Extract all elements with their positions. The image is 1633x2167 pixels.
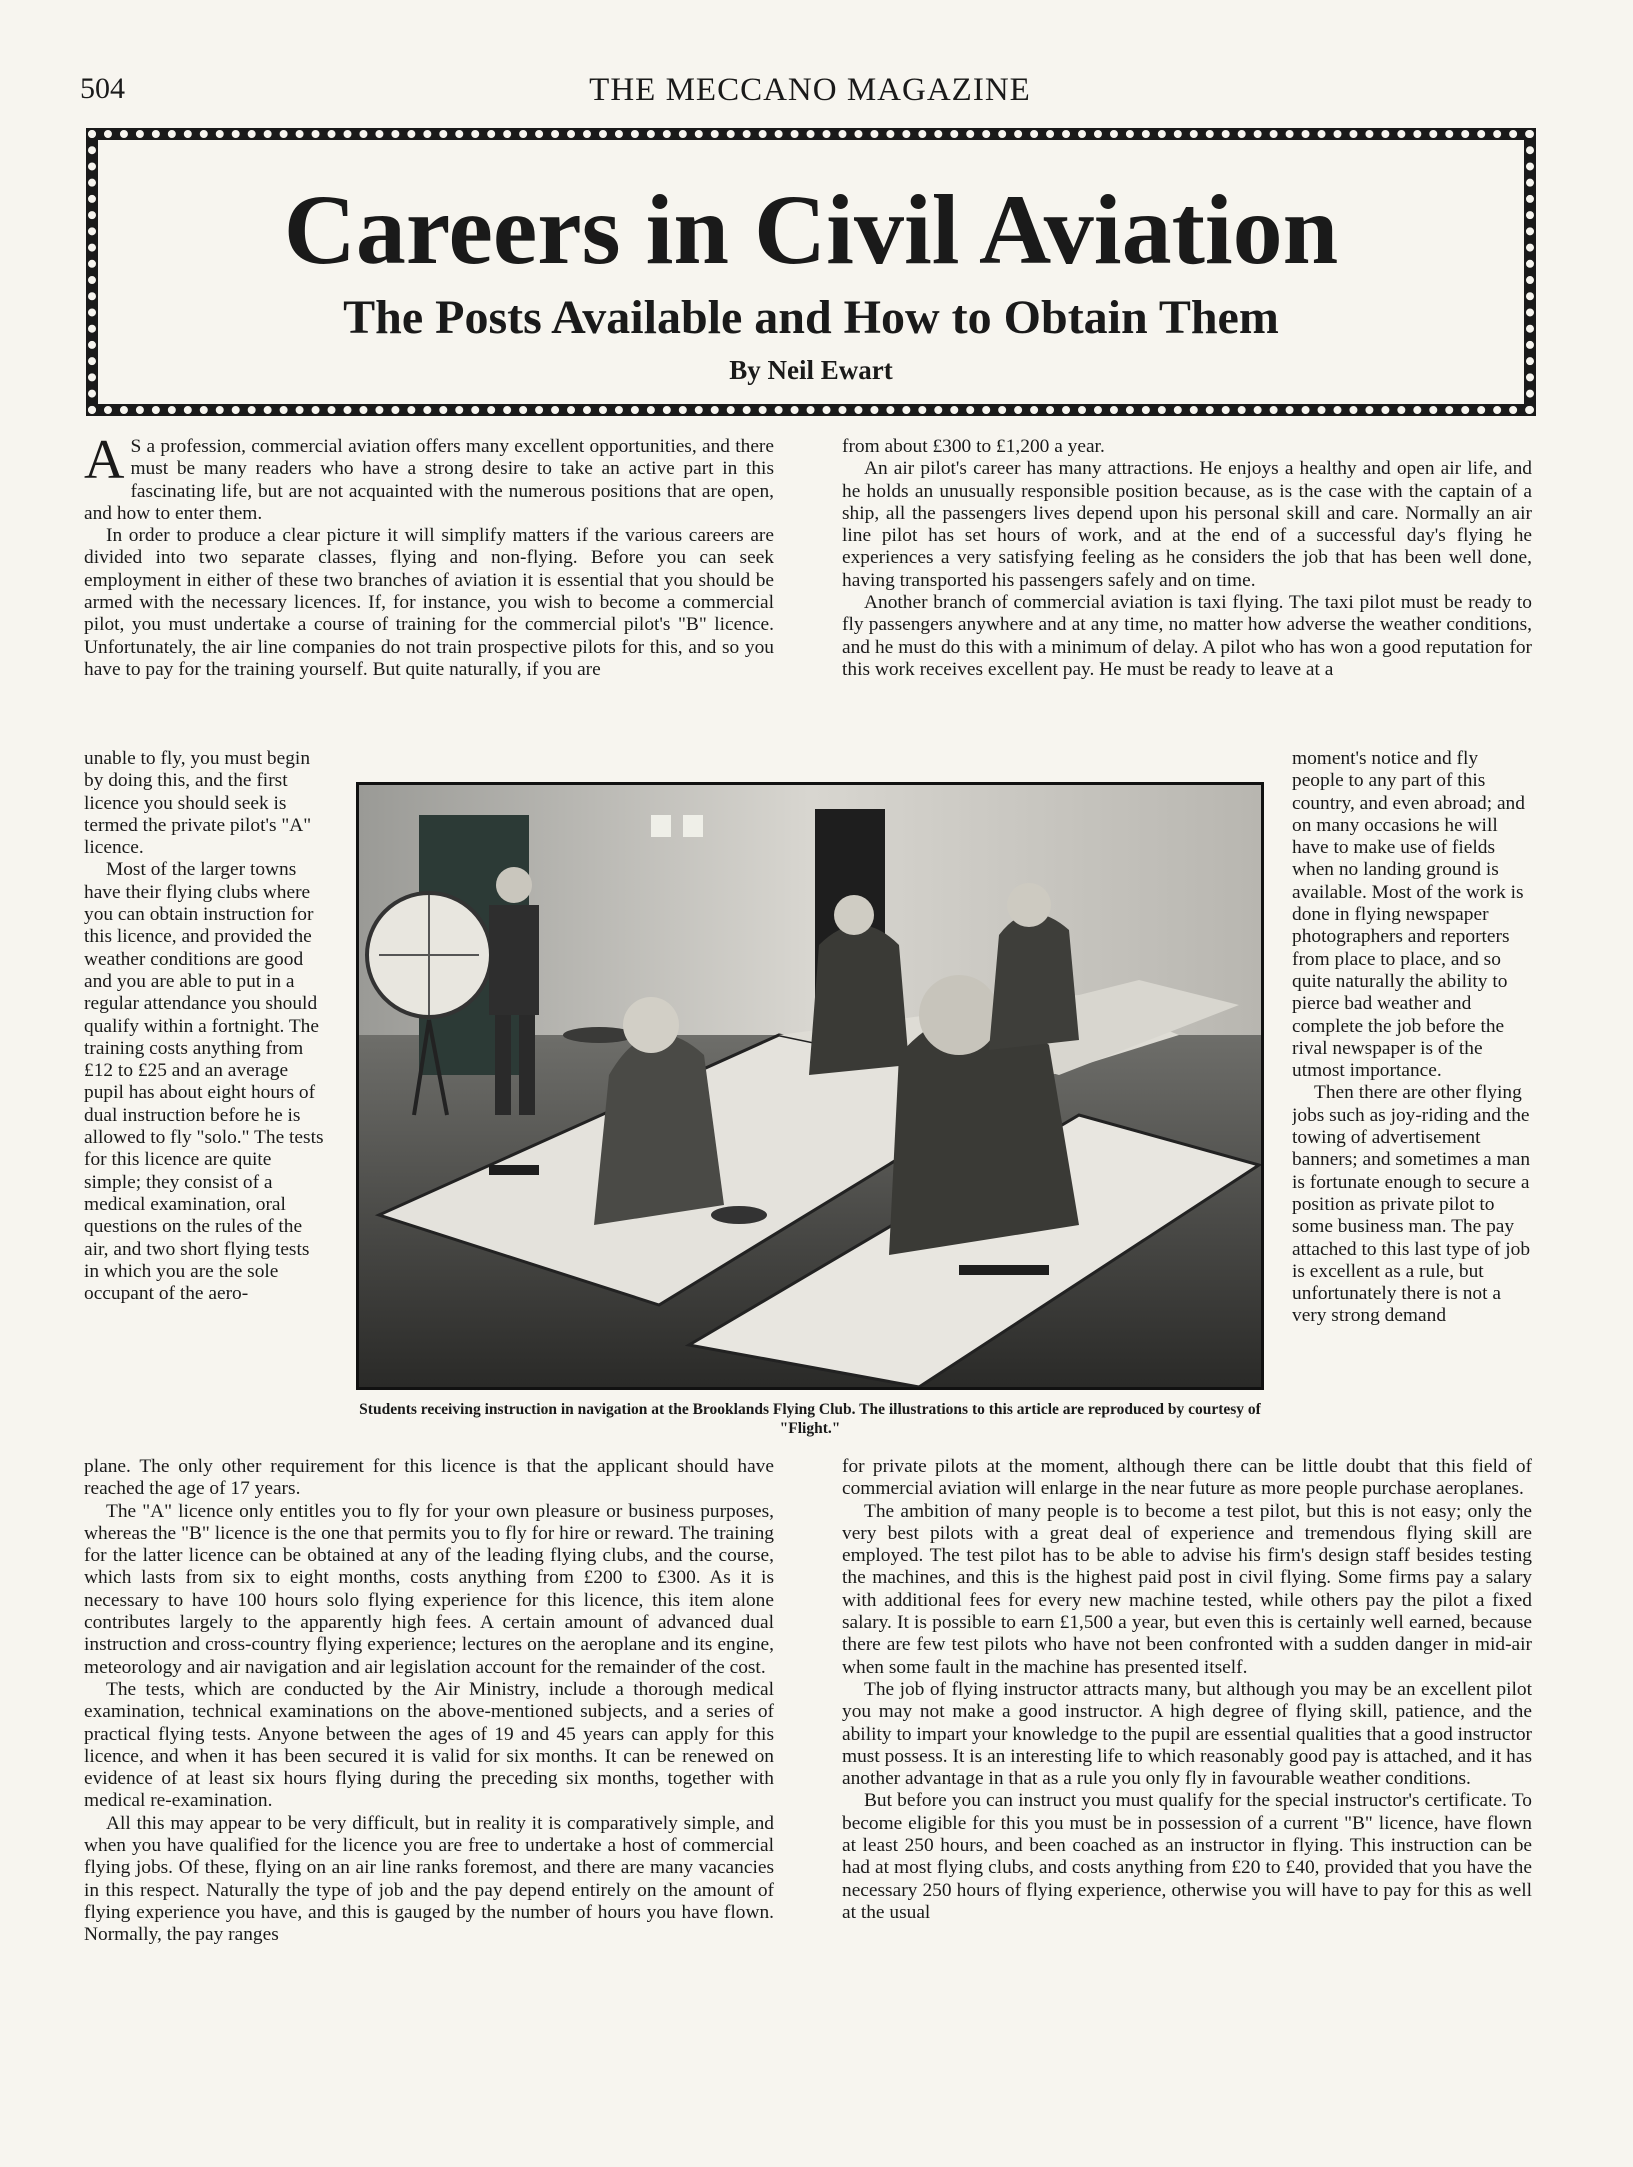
paragraph: unable to fly, you must begin by doing this, and the first licence you should seek is termed the private pilot's "A" licence. [84, 748, 312, 859]
article-subtitle: The Posts Available and How to Obtain Them [343, 291, 1279, 344]
photo-illustration [359, 785, 1261, 1387]
paragraph: Then there are other flying jobs such as joy-riding and the towing of advertisement banners; and sometimes a man is fortunate enough to secure a position as private pilot to some business man. The pay attached to this last type of job is excellent as a rule, but unfortunately there is not a very strong demand [1292, 1082, 1531, 1327]
intro-paragraph [84, 436, 774, 525]
paragraph: The ambition of many people is to become a test pilot, but this is not easy; only the very best pilots with a great deal of experience and tremendous flying skill are employed. The test pilot has to be able to advise his firm's design staff besides testing the machines, and this is the highest paid post in civil flying. Some firms pay a salary with additional fees for every new machine tested, while others pay the pilot a fixed salary. It is possible to earn £1,500 a year, but even this is certainly well earned, because there are few test pilots who have not been confronted with a sudden danger in mid-air when some fault in the machine has presented itself. [842, 1500, 1532, 1678]
right-column-bottom [842, 1456, 1532, 2060]
paragraph: But before you can instruct you must qualify for the special instructor's certificate. To become eligible for this you must be in possession of a current "B" licence, have flown at least 250 hours, and been coached as an instructor in flying. This instruction can be had at most flying clubs, and costs anything from £20 to £40, provided that you have the necessary 250 hours of flying experience, otherwise you will have to pay for this as well at the usual [842, 1790, 1532, 1923]
photo-caption: Students receiving instruction in navigation at the Brooklands Flying Club. The illustrations to this article are reproduced by courtesy of "Flight." [359, 1401, 1261, 1437]
right-column-narrow [1292, 748, 1532, 1456]
running-head [80, 72, 1540, 116]
paragraph: The job of flying instructor attracts many, but although you may be an excellent pilot you may not make a good instructor. A high degree of flying skill, patience, and the ability to impart your knowledge to the pupil are essential qualities that a good instructor must possess. It is an interesting life to which reasonably good pay is attached, and it has another advantage in that as a rule you only fly in favourable weather conditions. [842, 1678, 1532, 1790]
magazine-title: THE MECCANO MAGAZINE [589, 72, 1031, 108]
right-column-top [842, 436, 1532, 748]
left-column-narrow [84, 748, 324, 1448]
left-column-bottom [84, 1456, 774, 2060]
paragraph: In order to produce a clear picture it will simplify matters if the various careers are divided into two separate classes, flying and non-flying. Before you can seek employment in either of these two branches of aviation it is essential that you should be armed with the necessary licences. If, for instance, you wish to become a commercial pilot, you must undertake a course of training for the commercial pilot's "B" licence. Unfortunately, the air line companies do not train prospective pilots for this, and so you have to pay for the training yourself. But quite naturally, if you are [84, 525, 774, 680]
article-title: Careers in Civil Aviation [283, 174, 1339, 285]
left-column-top [84, 436, 774, 748]
paragraph: for private pilots at the moment, although there can be little doubt that this field of commercial aviation will enlarge in the near future as more people purchase aeroplanes. [842, 1456, 1532, 1500]
classroom-photo [356, 782, 1264, 1390]
paragraph: All this may appear to be very difficult, but in reality it is comparatively simple, and when you have qualified for the licence you are free to undertake a host of commercial flying jobs. Of these, flying on an air line ranks foremost, and there are many vacancies in this respect. Naturally the type of job and the pay depend entirely on the amount of flying experience you have, and this is gauged by the number of hours you have flown. Normally, the pay ranges [84, 1812, 774, 1946]
paragraph: An air pilot's career has many attractions. He enjoys a healthy and open air life, and he holds an unusually responsible position because, as is the case with the captain of a ship, all the passengers lives depend upon his personal skill and care. Normally an air line pilot has set hours of work, and at the end of a successful day's flying he experiences a very satisfying feeling as he considers the job that has been well done, having transported his passengers safely and on time. [842, 458, 1532, 591]
intro-text: S a profession, commercial aviation offers many excellent opportunities, and there must be many readers who have a strong desire to take an active part in this fascinating life, but are not acquainted with the numerous positions that are open, and how to enter them. [84, 436, 774, 524]
drop-cap: A [84, 436, 125, 491]
paragraph: The tests, which are conducted by the Air Ministry, include a thorough medical examination, technical examinations on the above-mentioned subjects, and a series of practical flying tests. Anyone between the ages of 19 and 45 years can apply for this licence, and when it has been secured it is valid for six months. It can be renewed on evidence of at least six hours flying during the preceding six months, together with medical re-examination. [84, 1678, 774, 1812]
title-box [86, 128, 1536, 416]
paragraph: Most of the larger towns have their flying clubs where you can obtain instruction for this licence, and provided the weather conditions are good and you are able to put in a regular attendance you should qualify within a fortnight. The training costs anything from £12 to £25 and an average pupil has about eight hours of dual instruction before he is allowed to fly "solo." The tests for this licence are quite simple; they consist of a medical examination, oral questions on the rules of the air, and two short flying tests in which you are the sole occupant of the aero- [84, 859, 324, 1305]
paragraph: from about £300 to £1,200 a year. [842, 436, 1105, 457]
page-number: 504 [80, 72, 125, 105]
paragraph: moment's notice and fly people to any part of this country, and even abroad; and on many occasions he will have to make use of fields when no landing ground is available. Most of the work is done in flying newspaper photographers and reporters from place to place, and so quite naturally the ability to pierce bad weather and complete the job before the rival newspaper is of the utmost importance. [1292, 748, 1525, 1082]
byline: By Neil Ewart [729, 355, 893, 385]
paragraph: The "A" licence only entitles you to fly for your own pleasure or business purposes, whereas the "B" licence is the one that permits you to fly for hire or reward. The training for the latter licence can be obtained at any of the leading flying clubs, and the course, which lasts from six to eight months, costs anything from £200 to £300. As it is necessary to have 100 hours solo flying experience for this licence, this item alone contributes largely to the apparently high fees. A certain amount of advanced dual instruction and cross-country flying experience; lectures on the aeroplane and its engine, meteorology and air navigation and air legislation account for the remainder of the cost. [84, 1500, 774, 1678]
paragraph: plane. The only other requirement for this licence is that the applicant should have reached the age of 17 years. [84, 1456, 774, 1500]
paragraph: Another branch of commercial aviation is taxi flying. The taxi pilot must be ready to fly passengers anywhere and at any time, no matter how adverse the weather conditions, and he must do this with a minimum of delay. A pilot who has won a good reputation for this work receives excellent pay. He must be ready to leave at a [842, 592, 1532, 680]
